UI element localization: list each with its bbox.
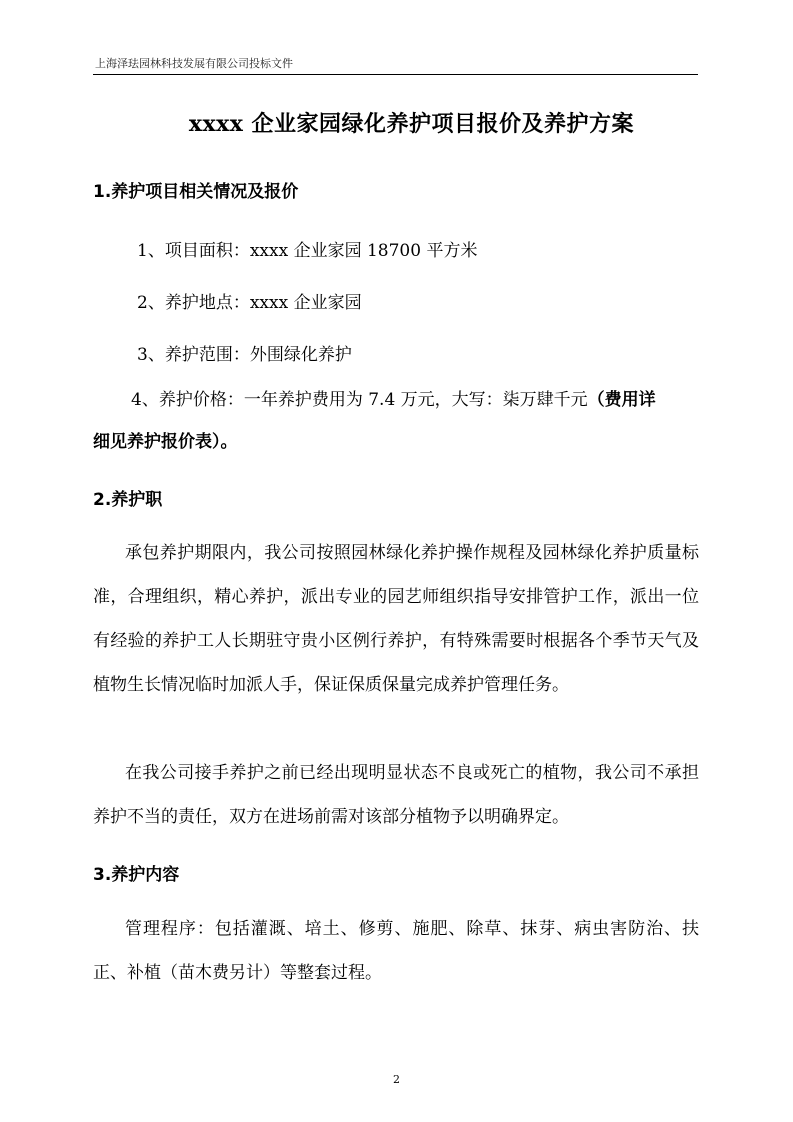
price-note-end: 细见养护报价表）。 xyxy=(93,432,238,452)
section-3-paragraph-1: 管理程序：包括灌溉、培土、修剪、施肥、除草、抹芽、病虫害防治、扶正、补植（苗木费另计）等整套过程。 xyxy=(93,919,699,983)
section-2-heading: 2.养护职 xyxy=(93,490,163,510)
section-1-item-location: 2、养护地点：xxxx 企业家园 xyxy=(137,293,362,313)
header-company-name: 上海泽珐园林科技发展有限公司投标文件 xyxy=(95,57,293,70)
section-1-item-price xyxy=(131,385,656,410)
section-1-item-scope: 3、养护范围：外围绿化养护 xyxy=(137,345,352,365)
section-3-heading: 3.养护内容 xyxy=(93,865,180,885)
price-note-start: （费用详 xyxy=(587,390,656,410)
header-divider xyxy=(93,74,698,75)
page-number: 2 xyxy=(393,1073,400,1086)
section-2-paragraph-1: 承包养护期限内，我公司按照园林绿化养护操作规程及园林绿化养护质量标准，合理组织，精心养护，派出专业的园艺师组织指导安排管护工作，派出一位有经验的养护工人长期驻守贵小区例行养护，有特殊需要时根据各个季节天气及植物生长情况临时加派人手，保证保质保量完成养护管理任务。 xyxy=(93,543,699,695)
price-text: 4、养护价格：一年养护费用为 7.4 万元，大写：柒万肆千元 xyxy=(131,390,588,410)
document-title: xxxx 企业家园绿化养护项目报价及养护方案 xyxy=(188,111,635,137)
section-1-heading: 1.养护项目相关情况及报价 xyxy=(93,182,299,202)
section-1-item-area: 1、项目面积：xxxx 企业家园 18700 平方米 xyxy=(137,241,478,261)
section-2-paragraph-2: 在我公司接手养护之前已经出现明显状态不良或死亡的植物，我公司不承担养护不当的责任，双方在进场前需对该部分植物予以明确界定。 xyxy=(93,763,699,827)
